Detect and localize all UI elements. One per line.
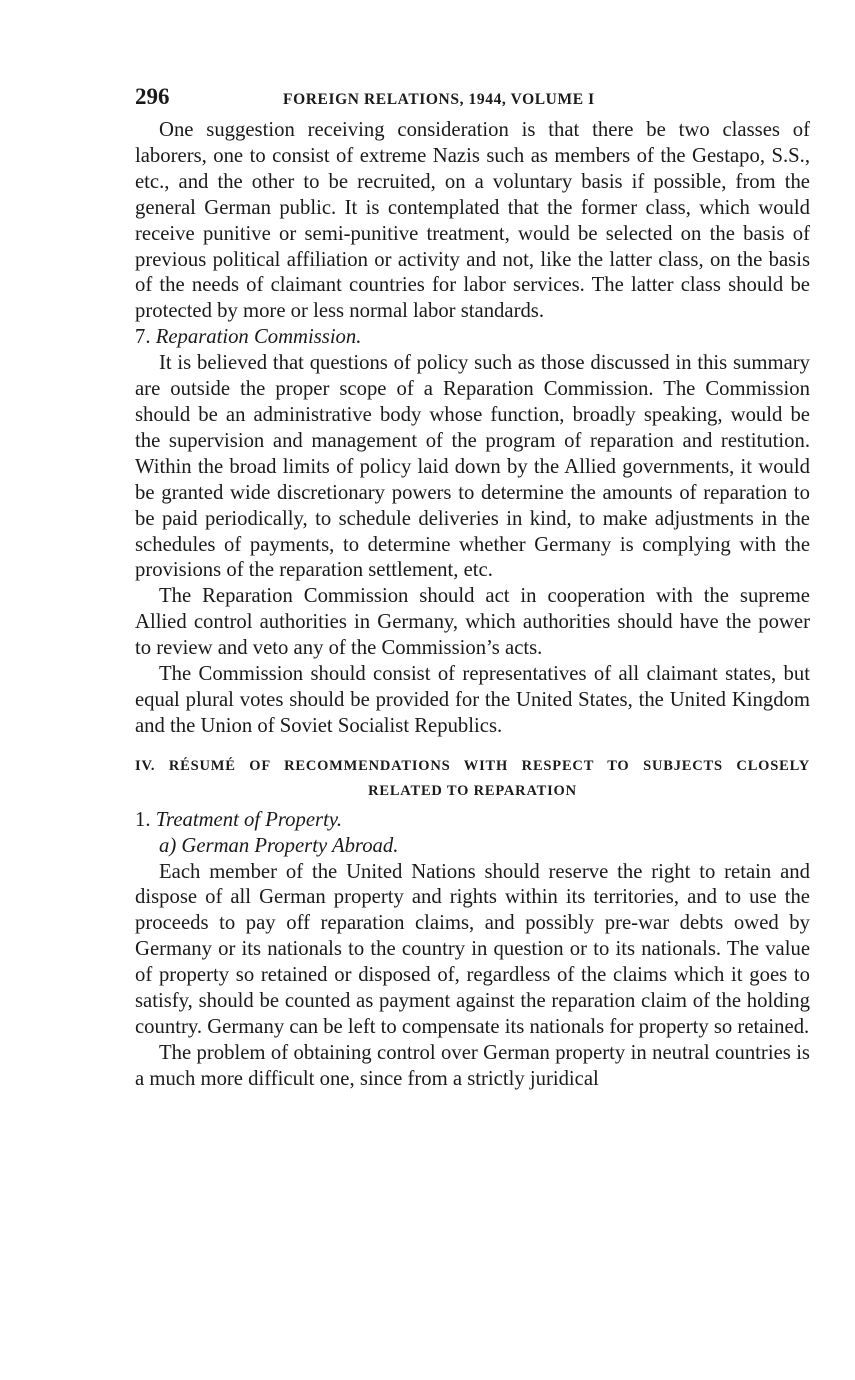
paragraph-commission-membership: The Commission should consist of representatives of all claimant states, but equal plural votes should be provided for the United States, the United Kingdom and the Union of Soviet Socialist Republics. — [135, 663, 810, 737]
paragraph-commission-scope: It is believed that questions of policy such as those discussed in this summary are outside the proper scope of a Reparation Commission. The Commission should be an administrative body whose function, broadly speaking, would be the supervision and management of the program of reparation and restitution. Within the broad limits of policy laid down by the Allied governments, it would be granted wide discretionary powers to determine the amounts of reparation to be paid periodically, to schedule deliveries in kind, to make adjustments in the schedules of payments, to determine whether Germany is complying with the provisions of the reparation settlement, etc. — [135, 352, 810, 582]
section-heading-line-2: RELATED TO REPARATION — [368, 782, 577, 799]
page-header — [135, 84, 810, 118]
page-number: 296 — [135, 84, 170, 109]
paragraph-laborer-classes: One suggestion receiving consideration is that there be two classes of laborers, one to consist of extreme Nazis such as members of the Gestapo, S.S., etc., and the other to be recruited, on a voluntary basis if possible, from the general German public. It is contemplated that the former class, which would receive punitive or semi-punitive treatment, would be selected on the basis of previous political affiliation or activity and not, like the latter class, on the basis of the needs of claimant countries for labor services. The latter class should be protected by more or less normal labor standards. — [135, 119, 810, 323]
heading-number: 1. — [135, 808, 151, 831]
heading-treatment-of-property — [135, 808, 810, 834]
section-heading-line-1: IV. RÉSUMÉ OF RECOMMENDATIONS WITH RESPECT TO SUBJECTS CLOSELY — [135, 757, 810, 774]
paragraph-commission-cooperation: The Reparation Commission should act in cooperation with the supreme Allied control authorities in Germany, which authorities should have the power to review and veto any of the Commission’s acts. — [135, 585, 810, 660]
subheading-german-property-abroad — [135, 834, 810, 860]
heading-number: 7. — [135, 326, 151, 349]
paragraph-german-property-rights: Each member of the United Nations should reserve the right to retain and dispose of all German property and rights within its territories, and to use the proceeds to pay off reparation claims, and possibly pre-war debts owed by Germany or its nationals to the country in question or to its nationals. The value of property so retained or disposed of, regardless of the claims which it goes to satisfy, should be counted as payment against the reparation claim of the holding country. Germany can be left to compensate its nationals for property so retained. — [135, 860, 810, 1038]
heading-reparation-commission — [135, 325, 810, 351]
subheading-title: German Property Abroad. — [181, 834, 399, 857]
section-heading-iv — [135, 754, 810, 804]
running-head: FOREIGN RELATIONS, 1944, VOLUME I — [283, 91, 595, 108]
paragraph-neutral-countries: The problem of obtaining control over German property in neutral countries is a much more difficult one, since from a strictly juridical — [135, 1041, 810, 1090]
subheading-label: a) — [159, 834, 177, 857]
heading-title: Treatment of Property. — [155, 808, 343, 831]
heading-title: Reparation Commission. — [155, 326, 362, 349]
document-page — [135, 84, 810, 1093]
